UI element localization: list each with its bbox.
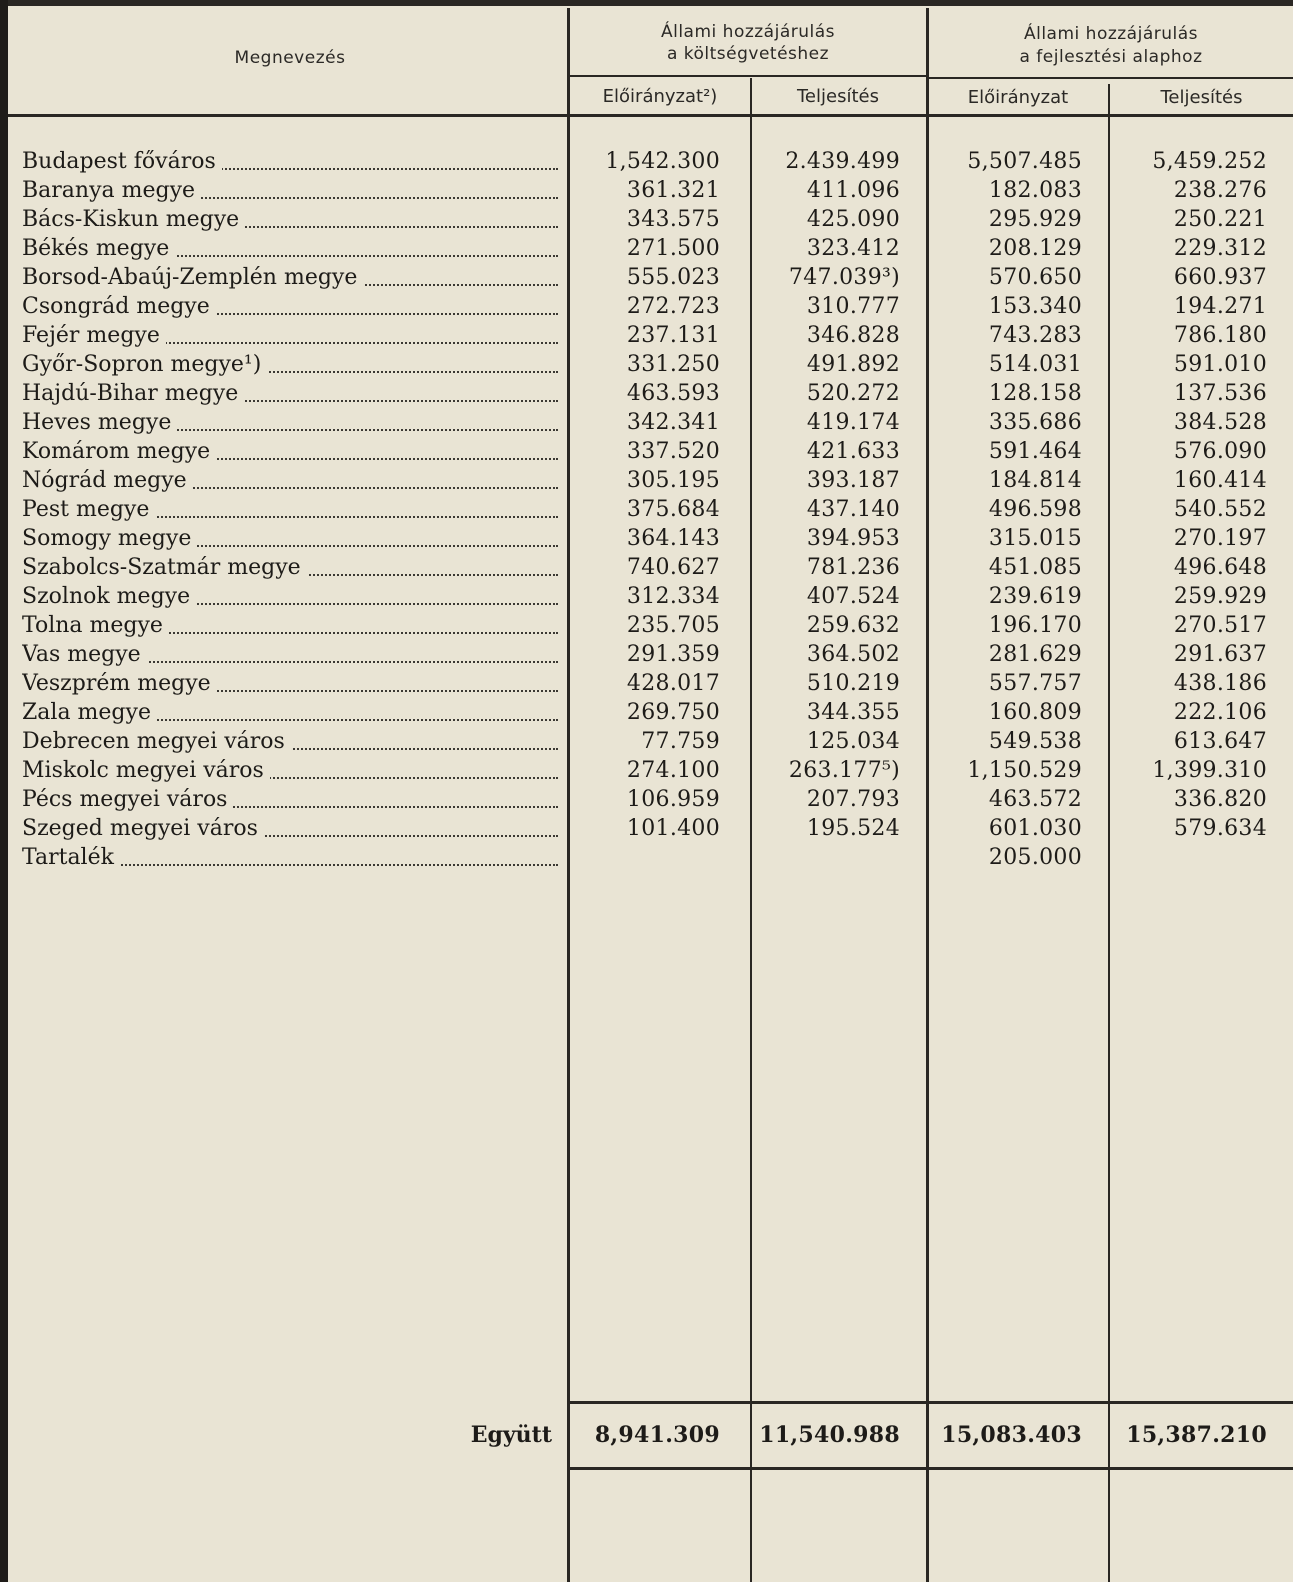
total-top-rule [570, 1401, 1293, 1404]
cell-fejlesztes-eloiranyzat: 601.030 [988, 816, 1082, 841]
cell-fejlesztes-teljesites: 270.197 [1173, 526, 1267, 551]
cell-fejlesztes-eloiranyzat: 184.814 [988, 468, 1082, 493]
cell-fejlesztes-teljesites: 786.180 [1173, 323, 1267, 348]
row-name [22, 264, 558, 292]
table-row [0, 583, 1293, 611]
cell-fejlesztes-eloiranyzat: 514.031 [988, 352, 1082, 377]
cell-koltsegvetes-teljesites: 437.140 [806, 497, 900, 522]
cell-fejlesztes-eloiranyzat: 557.757 [988, 671, 1082, 696]
cell-koltsegvetes-eloiranyzat: 274.100 [626, 758, 720, 783]
row-label: Zala megye [22, 700, 157, 725]
cell-koltsegvetes-eloiranyzat: 331.250 [626, 352, 720, 377]
table-row [0, 322, 1293, 350]
row-name [22, 380, 558, 408]
header-group2-sub2: Teljesítés [1160, 87, 1243, 108]
cell-koltsegvetes-teljesites: 2.439.499 [785, 149, 900, 174]
cell-koltsegvetes-eloiranyzat: 361.321 [626, 178, 720, 203]
cell-fejlesztes-teljesites: 384.528 [1173, 410, 1267, 435]
cell-koltsegvetes-teljesites: 259.632 [806, 613, 900, 638]
cell-fejlesztes-teljesites: 194.271 [1173, 294, 1267, 319]
row-label: Győr-Sopron megye¹) [22, 352, 267, 377]
cell-koltsegvetes-teljesites: 393.187 [806, 468, 900, 493]
cell-koltsegvetes-teljesites: 344.355 [806, 700, 900, 725]
cell-koltsegvetes-eloiranyzat: 101.400 [626, 816, 720, 841]
row-label: Borsod-Abaúj-Zemplén megye [22, 265, 363, 290]
cell-koltsegvetes-eloiranyzat: 291.359 [626, 642, 720, 667]
cell-koltsegvetes-eloiranyzat: 375.684 [626, 497, 720, 522]
cell-koltsegvetes-eloiranyzat: 237.131 [626, 323, 720, 348]
cell-koltsegvetes-eloiranyzat: 77.759 [641, 729, 720, 754]
cell-koltsegvetes-teljesites: 781.236 [806, 555, 900, 580]
row-label: Tolna megye [22, 613, 169, 638]
row-name [22, 641, 558, 669]
header-group1-sub2: Teljesítés [797, 86, 879, 107]
row-label: Csongrád megye [22, 294, 216, 319]
cell-koltsegvetes-eloiranyzat: 343.575 [626, 207, 720, 232]
row-label: Pécs megyei város [22, 787, 233, 812]
cell-fejlesztes-teljesites: 291.637 [1173, 642, 1267, 667]
cell-fejlesztes-teljesites: 540.552 [1173, 497, 1267, 522]
row-name [22, 351, 558, 379]
row-name [22, 322, 558, 350]
row-label: Szeged megyei város [22, 816, 264, 841]
cell-fejlesztes-eloiranyzat: 335.686 [988, 410, 1082, 435]
cell-koltsegvetes-teljesites: 195.524 [806, 816, 900, 841]
cell-fejlesztes-eloiranyzat: 463.572 [988, 787, 1082, 812]
cell-fejlesztes-teljesites: 336.820 [1173, 787, 1267, 812]
header-group2-line1: Állami hozzájárulás [1023, 24, 1199, 44]
cell-koltsegvetes-eloiranyzat: 428.017 [626, 671, 720, 696]
table-row [0, 612, 1293, 640]
total-koltsegvetes-eloiranyzat: 8,941.309 [594, 1422, 720, 1448]
table-row [0, 293, 1293, 321]
table-row [0, 409, 1293, 437]
cell-koltsegvetes-eloiranyzat: 364.143 [626, 526, 720, 551]
cell-fejlesztes-teljesites: 160.414 [1173, 468, 1267, 493]
cell-fejlesztes-teljesites: 660.937 [1173, 265, 1267, 290]
cell-fejlesztes-teljesites: 613.647 [1173, 729, 1267, 754]
cell-koltsegvetes-eloiranyzat: 235.705 [626, 613, 720, 638]
table-row [0, 844, 1293, 872]
table-row [0, 670, 1293, 698]
cell-fejlesztes-eloiranyzat: 743.283 [988, 323, 1082, 348]
table-row [0, 554, 1293, 582]
cell-fejlesztes-teljesites: 438.186 [1173, 671, 1267, 696]
row-name [22, 699, 558, 727]
header-group-rule-2 [929, 77, 1293, 79]
row-name [22, 728, 558, 756]
cell-koltsegvetes-eloiranyzat [570, 844, 720, 872]
table-row [0, 380, 1293, 408]
cell-fejlesztes-teljesites: 137.536 [1173, 381, 1267, 406]
cell-fejlesztes-eloiranyzat: 281.629 [988, 642, 1082, 667]
header-group2-sub1: Előirányzat [967, 87, 1069, 108]
header-name-col: Megnevezés [234, 48, 346, 68]
cell-fejlesztes-eloiranyzat: 196.170 [988, 613, 1082, 638]
cell-fejlesztes-teljesites [1110, 844, 1267, 872]
cell-koltsegvetes-teljesites: 364.502 [806, 642, 900, 667]
cell-koltsegvetes-teljesites: 323.412 [806, 236, 900, 261]
cell-koltsegvetes-teljesites: 125.034 [806, 729, 900, 754]
cell-koltsegvetes-teljesites [752, 844, 900, 872]
table-row [0, 351, 1293, 379]
row-name [22, 467, 558, 495]
row-name [22, 409, 558, 437]
table-row [0, 757, 1293, 785]
cell-koltsegvetes-teljesites: 411.096 [806, 178, 900, 203]
cell-fejlesztes-eloiranyzat: 208.129 [988, 236, 1082, 261]
cell-fejlesztes-eloiranyzat: 182.083 [988, 178, 1082, 203]
row-label: Békés megye [22, 236, 175, 261]
row-name [22, 525, 558, 553]
row-name [22, 438, 558, 466]
cell-fejlesztes-teljesites: 591.010 [1173, 352, 1267, 377]
header-group1-line2: a költségvetéshez [666, 44, 830, 64]
row-name [22, 612, 558, 640]
row-label: Bács-Kiskun megye [22, 207, 245, 232]
cell-fejlesztes-teljesites: 5,459.252 [1152, 149, 1267, 174]
row-name [22, 757, 558, 785]
cell-koltsegvetes-eloiranyzat: 342.341 [626, 410, 720, 435]
cell-fejlesztes-eloiranyzat: 315.015 [988, 526, 1082, 551]
row-name [22, 815, 558, 843]
cell-koltsegvetes-teljesites: 520.272 [806, 381, 900, 406]
header-bottom-rule [8, 114, 1293, 117]
row-label: Veszprém megye [22, 671, 217, 696]
table-row [0, 467, 1293, 495]
cell-fejlesztes-eloiranyzat: 128.158 [988, 381, 1082, 406]
cell-koltsegvetes-eloiranyzat: 555.023 [626, 265, 720, 290]
table-row [0, 206, 1293, 234]
row-label: Heves megye [22, 410, 177, 435]
row-label: Budapest főváros [22, 149, 222, 174]
cell-koltsegvetes-eloiranyzat: 305.195 [626, 468, 720, 493]
cell-koltsegvetes-teljesites: 425.090 [806, 207, 900, 232]
cell-fejlesztes-eloiranyzat: 496.598 [988, 497, 1082, 522]
row-name [22, 235, 558, 263]
row-name [22, 554, 558, 582]
row-name [22, 670, 558, 698]
table-row [0, 496, 1293, 524]
cell-koltsegvetes-eloiranyzat: 337.520 [626, 439, 720, 464]
cell-koltsegvetes-eloiranyzat: 269.750 [626, 700, 720, 725]
cell-fejlesztes-eloiranyzat: 451.085 [988, 555, 1082, 580]
cell-koltsegvetes-eloiranyzat: 312.334 [626, 584, 720, 609]
row-label: Fejér megye [22, 323, 166, 348]
total-fejlesztes-teljesites: 15,387.210 [1126, 1422, 1267, 1448]
top-border [0, 0, 1293, 6]
cell-fejlesztes-eloiranyzat: 239.619 [988, 584, 1082, 609]
row-label: Nógrád megye [22, 468, 193, 493]
cell-koltsegvetes-teljesites: 747.039³) [788, 265, 900, 290]
table-row [0, 235, 1293, 263]
cell-koltsegvetes-teljesites: 419.174 [806, 410, 900, 435]
total-label: Együtt [470, 1422, 552, 1448]
row-label: Baranya megye [22, 178, 201, 203]
total-koltsegvetes-teljesites: 11,540.988 [759, 1422, 900, 1448]
row-name [22, 177, 558, 205]
cell-fejlesztes-eloiranyzat: 570.650 [988, 265, 1082, 290]
cell-fejlesztes-teljesites: 576.090 [1173, 439, 1267, 464]
cell-fejlesztes-eloiranyzat: 1,150.529 [967, 758, 1082, 783]
row-label: Hajdú-Bihar megye [22, 381, 244, 406]
cell-koltsegvetes-eloiranyzat: 1,542.300 [605, 149, 720, 174]
row-name [22, 583, 558, 611]
cell-koltsegvetes-teljesites: 310.777 [806, 294, 900, 319]
cell-fejlesztes-eloiranyzat: 549.538 [988, 729, 1082, 754]
cell-fejlesztes-eloiranyzat: 153.340 [988, 294, 1082, 319]
cell-fejlesztes-teljesites: 250.221 [1173, 207, 1267, 232]
row-name [22, 844, 558, 872]
table-row [0, 699, 1293, 727]
row-name [22, 786, 558, 814]
row-label: Debrecen megyei város [22, 729, 291, 754]
cell-fejlesztes-eloiranyzat: 591.464 [988, 439, 1082, 464]
cell-koltsegvetes-teljesites: 394.953 [806, 526, 900, 551]
table-row [0, 264, 1293, 292]
row-name [22, 148, 558, 176]
table-row [0, 438, 1293, 466]
row-name [22, 293, 558, 321]
header-group1-line1: Állami hozzájárulás [660, 22, 836, 42]
row-label: Komárom megye [22, 439, 216, 464]
cell-koltsegvetes-eloiranyzat: 271.500 [626, 236, 720, 261]
row-label: Szolnok megye [22, 584, 196, 609]
table-row [0, 525, 1293, 553]
table-row [0, 148, 1293, 176]
header-group-rule-1 [570, 75, 928, 77]
cell-fejlesztes-eloiranyzat: 5,507.485 [967, 149, 1082, 174]
cell-fejlesztes-teljesites: 259.929 [1173, 584, 1267, 609]
table-row [0, 815, 1293, 843]
cell-koltsegvetes-teljesites: 510.219 [806, 671, 900, 696]
table-row [0, 177, 1293, 205]
cell-fejlesztes-teljesites: 496.648 [1173, 555, 1267, 580]
cell-koltsegvetes-teljesites: 207.793 [806, 787, 900, 812]
cell-fejlesztes-eloiranyzat: 295.929 [988, 207, 1082, 232]
header-group2-line2: a fejlesztési alaphoz [1019, 47, 1203, 67]
cell-koltsegvetes-teljesites: 491.892 [806, 352, 900, 377]
cell-fejlesztes-teljesites: 270.517 [1173, 613, 1267, 638]
cell-koltsegvetes-eloiranyzat: 740.627 [626, 555, 720, 580]
cell-fejlesztes-teljesites: 229.312 [1173, 236, 1267, 261]
total-fejlesztes-eloiranyzat: 15,083.403 [941, 1422, 1082, 1448]
cell-fejlesztes-eloiranyzat: 205.000 [988, 845, 1082, 870]
row-label: Pest megye [22, 497, 155, 522]
header-group1-sub1: Előirányzat²) [602, 86, 718, 107]
table-row [0, 786, 1293, 814]
cell-koltsegvetes-eloiranyzat: 463.593 [626, 381, 720, 406]
table-row [0, 728, 1293, 756]
row-label: Somogy megye [22, 526, 197, 551]
total-bottom-rule [570, 1467, 1293, 1470]
row-label: Szabolcs-Szatmár megye [22, 555, 307, 580]
cell-koltsegvetes-teljesites: 421.633 [806, 439, 900, 464]
cell-fejlesztes-teljesites: 579.634 [1173, 816, 1267, 841]
cell-fejlesztes-teljesites: 1,399.310 [1152, 758, 1267, 783]
cell-fejlesztes-teljesites: 238.276 [1173, 178, 1267, 203]
cell-koltsegvetes-teljesites: 407.524 [806, 584, 900, 609]
cell-koltsegvetes-teljesites: 346.828 [806, 323, 900, 348]
cell-koltsegvetes-teljesites: 263.177⁵) [788, 758, 900, 783]
cell-fejlesztes-teljesites: 222.106 [1173, 700, 1267, 725]
cell-koltsegvetes-eloiranyzat: 272.723 [626, 294, 720, 319]
cell-koltsegvetes-eloiranyzat: 106.959 [626, 787, 720, 812]
row-name [22, 206, 558, 234]
row-label: Vas megye [22, 642, 147, 667]
table-row [0, 641, 1293, 669]
row-name [22, 496, 558, 524]
row-label: Miskolc megyei város [22, 758, 270, 783]
cell-fejlesztes-eloiranyzat: 160.809 [988, 700, 1082, 725]
row-label: Tartalék [22, 845, 120, 870]
